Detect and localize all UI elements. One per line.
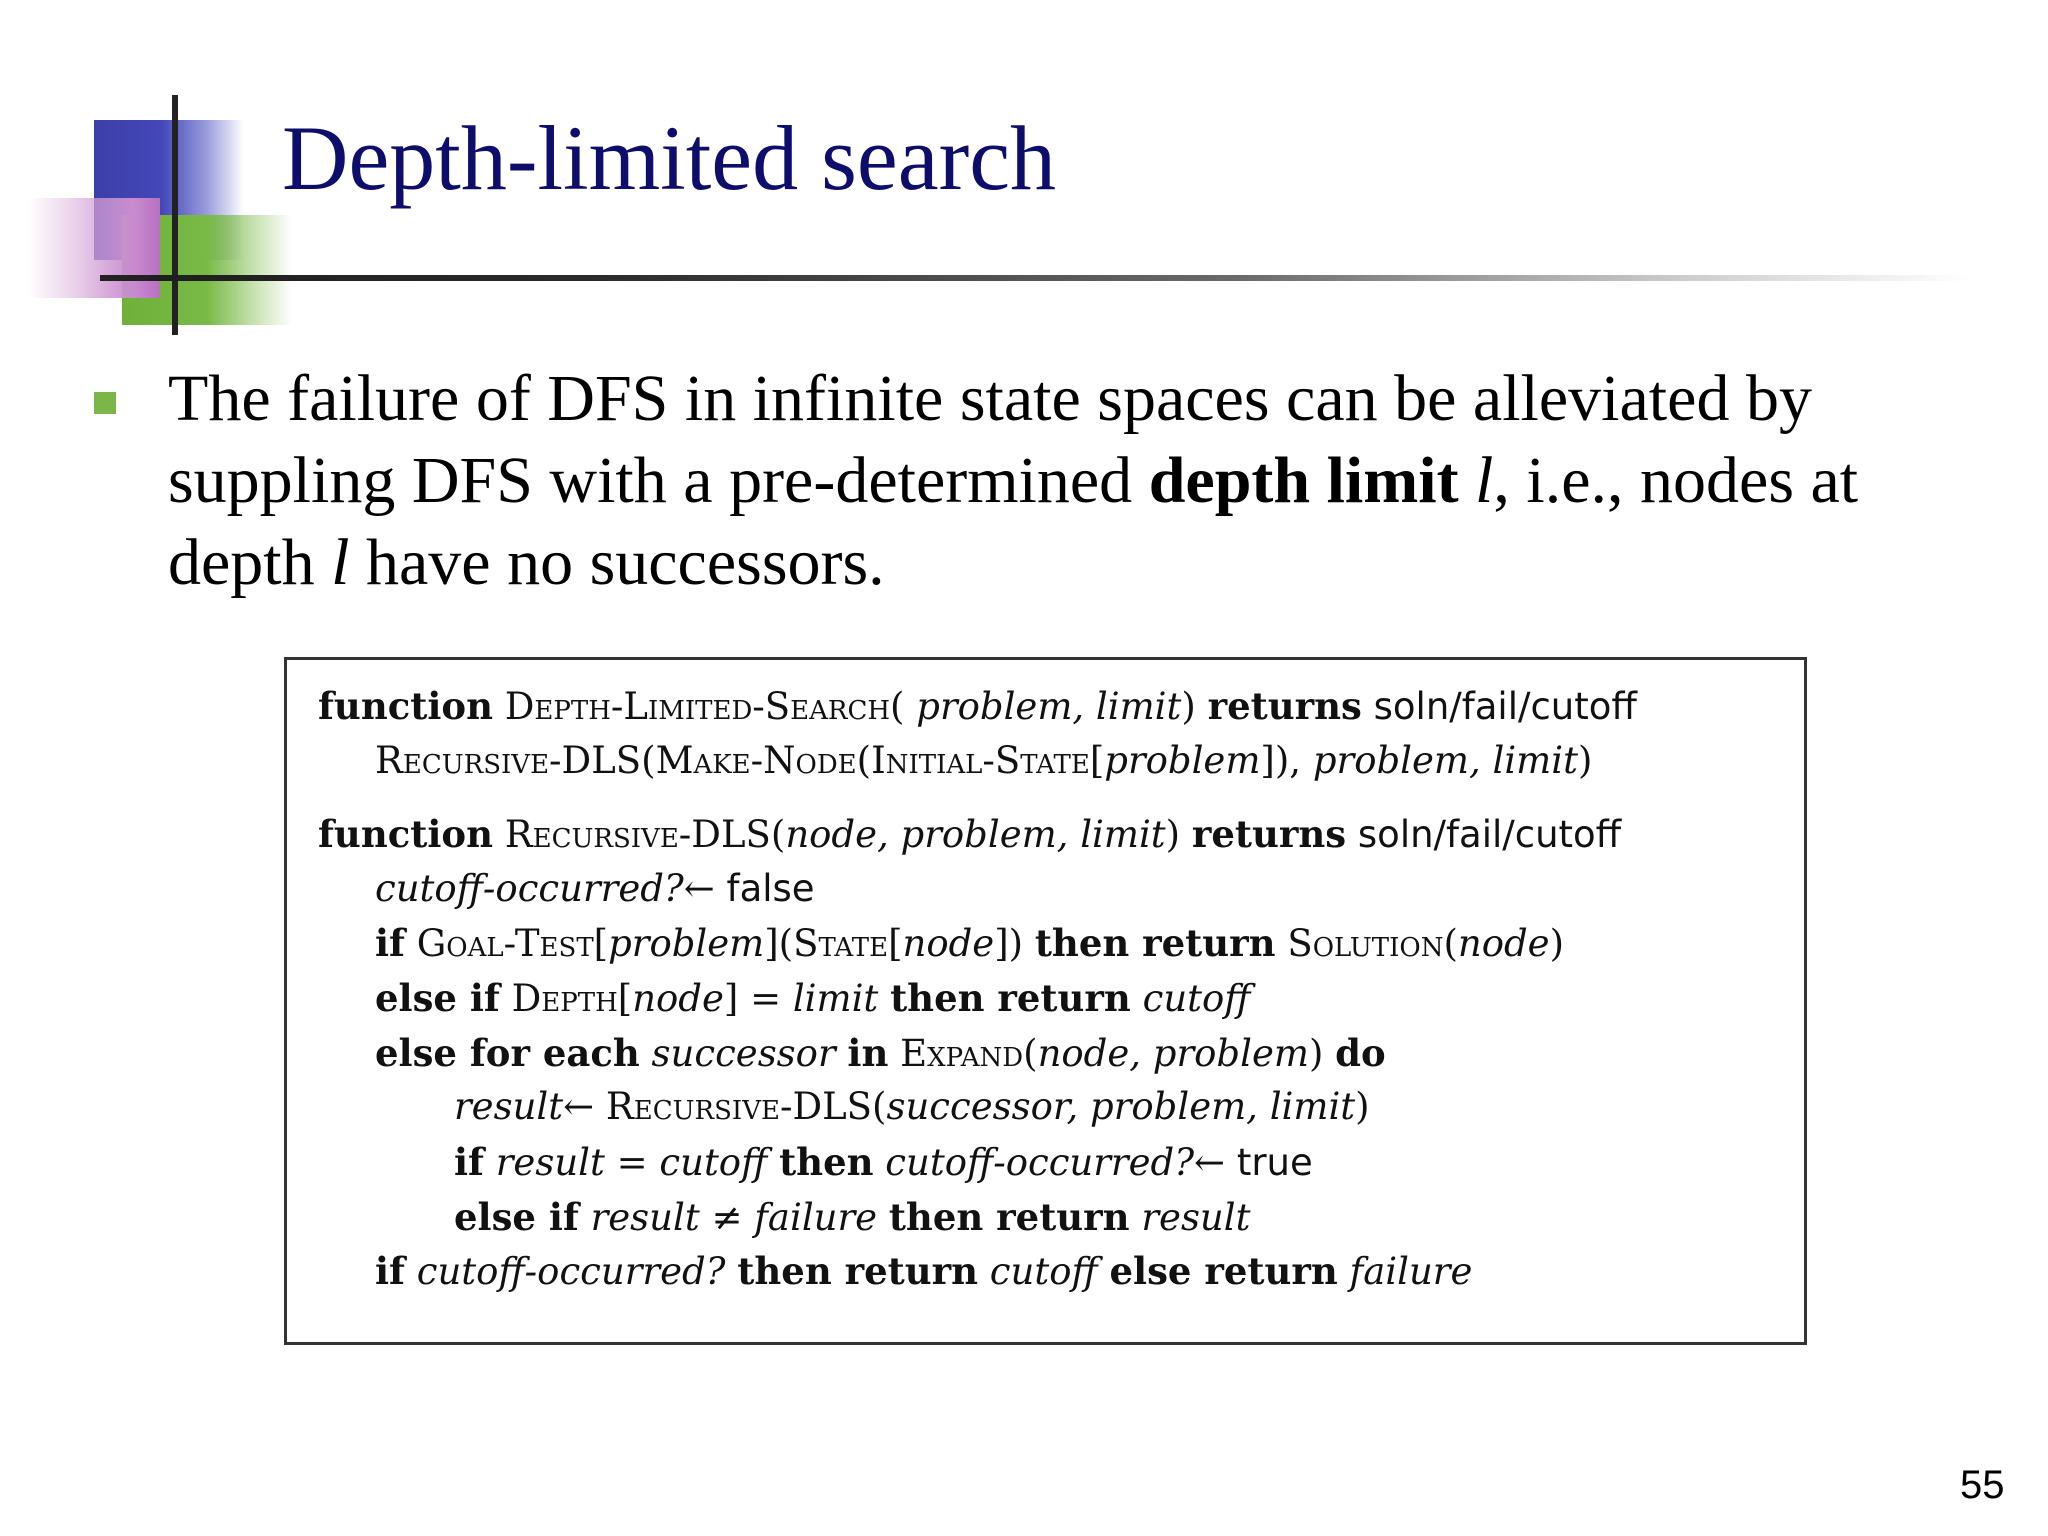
bullet-bold-term: depth limit: [1148, 444, 1476, 517]
var-cutoff-occurred: cutoff-occurred?: [885, 1141, 1195, 1184]
solution-call: Solution(: [1287, 922, 1458, 965]
func-name: Depth-Limited-Search(: [504, 685, 905, 728]
paren-close: ): [1165, 813, 1181, 856]
kw-then-return: then return: [1034, 921, 1276, 965]
kw-do: do: [1335, 1031, 1386, 1075]
arg-node: node: [902, 922, 995, 965]
bullet-var-l-2: l: [331, 526, 350, 599]
bullet-text-part1: The failure of DFS in infinite state spaces can be alleviated by suppling DFS with a pre-determined: [168, 362, 1812, 517]
algo-line-10: [454, 1195, 1250, 1240]
decor-pink-square: [28, 198, 160, 298]
title-underline: [150, 275, 1970, 281]
algo-line-6: [375, 976, 1251, 1021]
kw-returns: returns: [1191, 812, 1347, 856]
func-args: problem, limit: [904, 685, 1182, 728]
paren-close: ): [1577, 739, 1593, 782]
equals-sign: =: [604, 1141, 660, 1184]
value-cutoff: cutoff: [989, 1250, 1098, 1293]
var-cutoff-occurred: cutoff-occurred?: [375, 867, 684, 910]
paren-close: ): [1308, 1032, 1324, 1075]
var-successor: successor: [651, 1032, 836, 1075]
goal-test: Goal-Test[: [416, 922, 609, 965]
arg-node: node: [632, 977, 724, 1020]
slide-title: Depth-limited search: [282, 107, 1057, 209]
func-name: Recursive-DLS(: [504, 813, 786, 856]
kw-if: if: [375, 921, 405, 965]
kw-then: then: [779, 1140, 874, 1184]
var-cutoff-occurred: cutoff-occurred?: [416, 1250, 726, 1293]
call-args: successor, problem, limit: [886, 1085, 1356, 1128]
paren-close: ): [1549, 922, 1564, 965]
var-result: result: [495, 1141, 605, 1184]
algo-line-11: [375, 1249, 1472, 1294]
bullet-square-icon: [94, 392, 116, 414]
return-type: soln/fail/cutoff: [1373, 685, 1637, 728]
bullet-text-part2: , i.e., nodes at depth: [168, 444, 1859, 599]
arg-problem: problem: [1104, 739, 1261, 782]
call-mid: ]),: [1260, 739, 1313, 782]
kw-if: if: [454, 1140, 484, 1184]
algorithm-box: [284, 657, 1807, 1345]
call-expr: Recursive-DLS(Make-Node(Initial-State[: [375, 739, 1105, 782]
not-equals-sign: ≠: [699, 1196, 755, 1239]
assign-arrow: ←: [683, 867, 715, 910]
var-result: result: [454, 1085, 564, 1128]
kw-then-return: then return: [890, 976, 1131, 1020]
algo-line-7: [375, 1031, 1386, 1076]
algo-line-8: [454, 1085, 1370, 1129]
kw-else-return: else return: [1109, 1249, 1338, 1293]
paren-close: ): [1355, 1085, 1370, 1128]
depth-accessor: Depth[: [511, 977, 633, 1020]
kw-else-for-each: else for each: [375, 1031, 640, 1075]
kw-then-return: then return: [888, 1195, 1130, 1239]
arg-limit: limit: [792, 977, 879, 1020]
algo-line-2: [375, 739, 1592, 783]
assign-arrow: ←: [563, 1085, 595, 1128]
expand-args: node, problem: [1037, 1032, 1309, 1075]
page-number: 55: [1960, 1463, 2005, 1507]
equals-sign: ] =: [723, 977, 793, 1020]
kw-function: function: [318, 684, 493, 728]
paren-close: ): [1181, 685, 1196, 728]
kw-in: in: [847, 1031, 889, 1075]
kw-then-return: then return: [737, 1249, 979, 1293]
arg-problem: problem: [608, 922, 765, 965]
arg-node: node: [1457, 922, 1550, 965]
bullet-text: [168, 358, 1908, 604]
return-type: soln/fail/cutoff: [1357, 813, 1622, 856]
algo-line-5: [375, 921, 1564, 966]
recursive-call: Recursive-DLS(: [605, 1085, 887, 1128]
call-args: problem, limit: [1312, 739, 1578, 782]
bullet-text-part3: have no successors.: [349, 526, 885, 599]
algo-line-9: [454, 1140, 1313, 1185]
algo-line-3: [318, 812, 1621, 857]
value-failure: failure: [754, 1196, 878, 1239]
algo-line-1: [318, 684, 1637, 729]
value-cutoff: cutoff: [1142, 977, 1251, 1020]
state-accessor: ](State[: [764, 922, 903, 965]
var-result: result: [590, 1196, 700, 1239]
var-result: result: [1141, 1196, 1251, 1239]
algo-line-4: [375, 867, 815, 911]
value-failure: failure: [1349, 1250, 1473, 1293]
func-args: node, problem, limit: [785, 813, 1166, 856]
value-false: false: [726, 867, 815, 910]
kw-function: function: [318, 812, 493, 856]
bullet-var-l: l: [1475, 444, 1494, 517]
kw-if: if: [375, 1249, 405, 1293]
kw-else-if: else if: [375, 976, 500, 1020]
value-true: true: [1236, 1141, 1313, 1184]
expand-call: Expand(: [900, 1032, 1038, 1075]
assign-arrow: ←: [1194, 1141, 1226, 1184]
value-cutoff: cutoff: [659, 1141, 768, 1184]
decor-vertical-line: [172, 95, 178, 335]
bracket-close: ]): [994, 922, 1024, 965]
kw-returns: returns: [1207, 684, 1362, 728]
kw-else-if: else if: [454, 1195, 579, 1239]
